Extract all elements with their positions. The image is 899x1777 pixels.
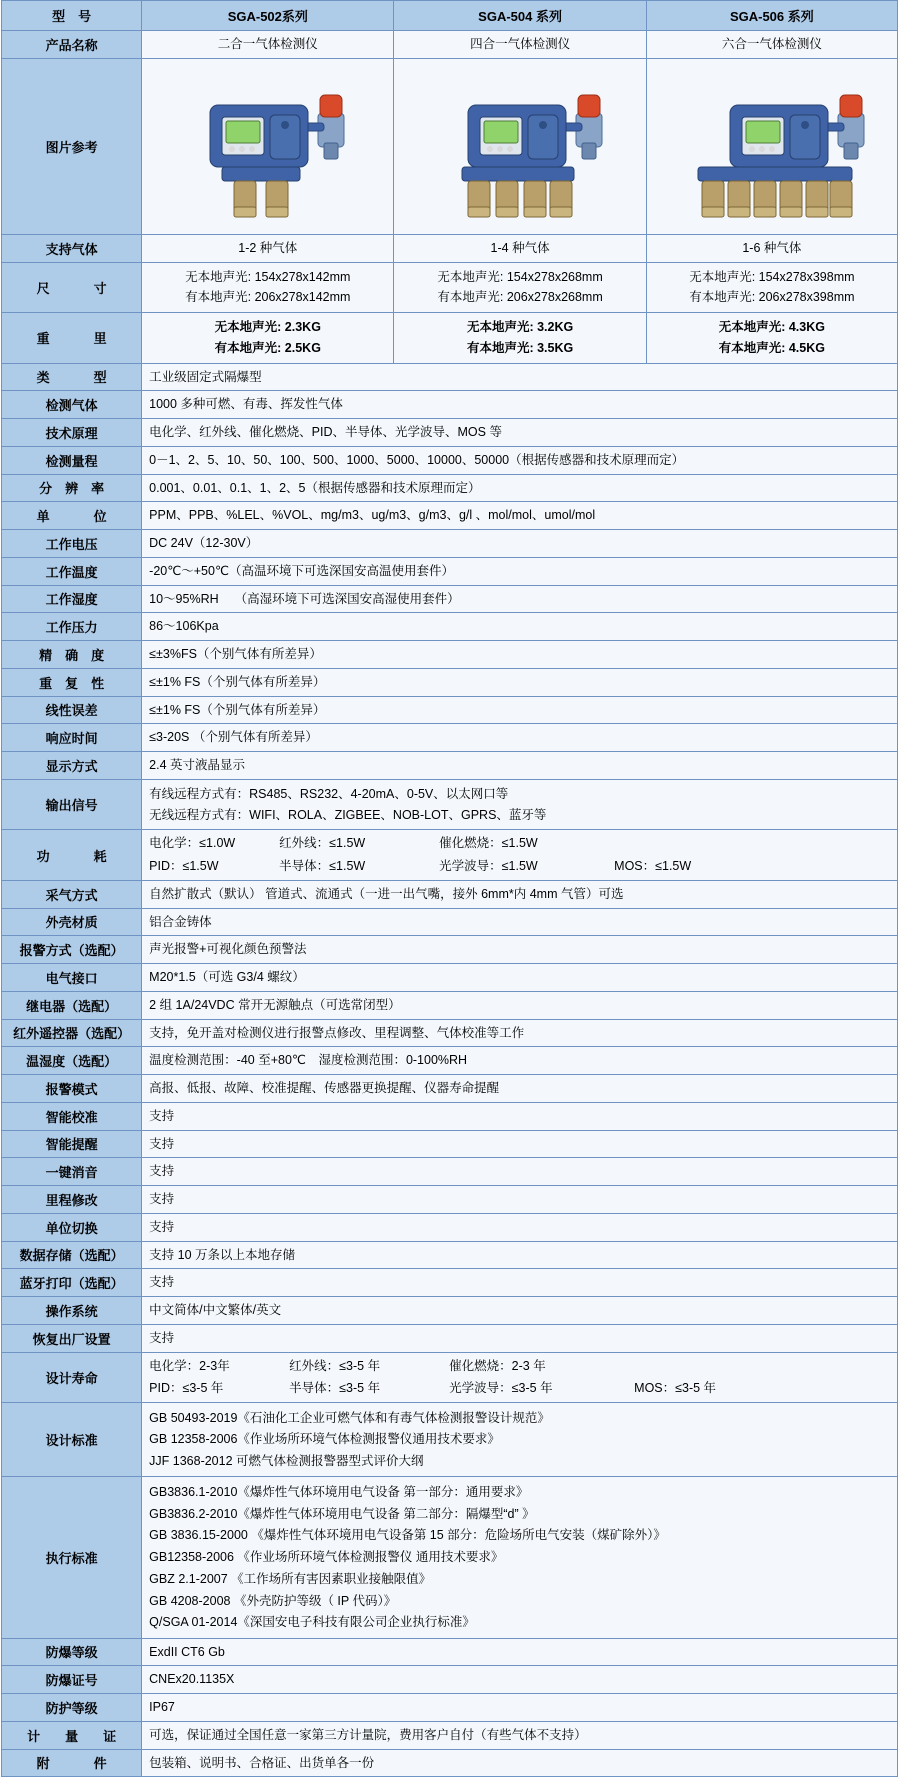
table-row-weight	[2, 313, 898, 364]
row-value-ip-rating: IP67	[142, 1694, 898, 1722]
row-value-repeatability: ≤±1% FS（个别气体有所差异）	[142, 668, 898, 696]
row-label-design-standard: 设计标准	[2, 1403, 142, 1477]
size-3-line-2: 有本地声光: 206x278x398mm	[689, 290, 855, 305]
row-label-temperature: 工作温度	[2, 557, 142, 585]
row-label-accessories: 附 件	[2, 1749, 142, 1777]
row-value-relay: 2 组 1A/24VDC 常开无源触点（可选常闭型）	[142, 991, 898, 1019]
row-value-voltage: DC 24V（12-30V）	[142, 530, 898, 558]
power-line-2	[149, 857, 890, 876]
row-label-support-gas: 支持气体	[2, 234, 142, 262]
table-row-product-name	[2, 31, 898, 59]
row-label-size: 尺 寸	[2, 262, 142, 313]
life-echem-value: 2-3年	[199, 1358, 230, 1373]
table-row-smart-reminder	[2, 1130, 898, 1158]
power-echem	[149, 834, 279, 853]
device-image-1	[142, 58, 394, 234]
row-label-smart-reminder: 智能提醒	[2, 1130, 142, 1158]
life-ir-key: 红外线：	[289, 1358, 340, 1373]
table-row-accessories	[2, 1749, 898, 1777]
table-row-size	[2, 262, 898, 313]
row-value-resolution: 0.001、0.01、0.1、1、2、5（根据传感器和技术原理而定）	[142, 474, 898, 502]
table-row-metrology-certificate	[2, 1721, 898, 1749]
size-3-line-1: 无本地声光: 154x278x398mm	[689, 269, 855, 284]
size-2-line-2: 有本地声光: 206x278x268mm	[437, 290, 603, 305]
row-label-metrology-certificate: 计 量 证	[2, 1721, 142, 1749]
row-value-electrical-interface: M20*1.5（可选 G3/4 螺纹）	[142, 964, 898, 992]
life-optical	[449, 1379, 634, 1398]
life-catalytic-value: 2-3 年	[511, 1358, 546, 1373]
table-row-range	[2, 446, 898, 474]
table-row-electrical-interface	[2, 964, 898, 992]
row-label-response-time: 响应时间	[2, 724, 142, 752]
life-ir	[289, 1357, 449, 1376]
table-row-support-gas	[2, 234, 898, 262]
life-semiconductor	[289, 1379, 449, 1398]
table-row-voltage	[2, 530, 898, 558]
design-standard-item: GB 50493-2019《石油化工企业可燃气体和有毒气体检测报警设计规范》	[149, 1410, 550, 1425]
row-label-pressure: 工作压力	[2, 613, 142, 641]
table-row-pressure	[2, 613, 898, 641]
size-2	[394, 262, 646, 313]
table-row-unit-switch	[2, 1213, 898, 1241]
life-catalytic	[449, 1357, 546, 1376]
row-value-ir-remote: 支持，免开盖对检测仪进行报警点修改、里程调整、气体校准等工作	[142, 1019, 898, 1047]
table-row-relay	[2, 991, 898, 1019]
power-semiconductor-key: 半导体：	[279, 859, 330, 873]
row-label-voltage: 工作电压	[2, 530, 142, 558]
size-3	[646, 262, 897, 313]
power-pid-key: PID：	[149, 859, 183, 873]
row-value-design-standard	[142, 1403, 898, 1477]
table-row-alarm-type	[2, 936, 898, 964]
row-label-repeatability: 重 复 性	[2, 668, 142, 696]
support-gas-3: 1-6 种气体	[646, 234, 897, 262]
row-value-housing: 铝合金铸体	[142, 908, 898, 936]
execution-standard-item: Q/SGA 01-2014《深国安电子科技有限公司企业执行标准》	[149, 1615, 475, 1630]
support-gas-2: 1-4 种气体	[394, 234, 646, 262]
row-label-display: 显示方式	[2, 752, 142, 780]
row-label-power: 功 耗	[2, 830, 142, 881]
row-value-unit: PPM、PPB、%LEL、%VOL、mg/m3、ug/m3、g/m3、g/l 、mol/mol、umol/mol	[142, 502, 898, 530]
row-value-metrology-certificate: 可选，保证通过全国任意一家第三方计量院，费用客户自付（有些气体不支持）	[142, 1721, 898, 1749]
power-mos-value: ≤1.5W	[655, 859, 692, 873]
table-row-sampling	[2, 880, 898, 908]
row-label-image-reference: 图片参考	[2, 58, 142, 234]
power-ir	[279, 834, 439, 853]
weight-3	[646, 313, 897, 364]
row-label-smart-calibration: 智能校准	[2, 1102, 142, 1130]
weight-2	[394, 313, 646, 364]
row-value-execution-standard	[142, 1477, 898, 1638]
row-label-type: 类 型	[2, 363, 142, 391]
row-value-alarm-type: 声光报警+可视化颜色预警法	[142, 936, 898, 964]
table-row-humidity	[2, 585, 898, 613]
table-row-ex-rating	[2, 1638, 898, 1666]
row-value-tech-principle: 电化学、红外线、催化燃烧、PID、半导体、光学波导、MOS 等	[142, 419, 898, 447]
execution-standard-item: GB 3836.15-2000 《爆炸性气体环境用电气设备第 15 部分：危险场所电气安装（煤矿除外）》	[149, 1528, 666, 1543]
row-value-smart-reminder: 支持	[142, 1130, 898, 1158]
power-ir-value: ≤1.5W	[329, 836, 366, 851]
power-mos-key: MOS：	[614, 859, 656, 873]
execution-standard-item: GBZ 2.1-2007 《工作场所有害因素职业接触限值》	[149, 1571, 432, 1586]
row-value-accuracy: ≤±3%FS（个别气体有所差异）	[142, 641, 898, 669]
row-value-temperature: -20℃～+50℃（高温环境下可选深国安高温使用套件）	[142, 557, 898, 585]
row-value-range-modify: 支持	[142, 1186, 898, 1214]
design-standard-item: GB 12358-2006《作业场所环境气体检测报警仪通用技术要求》	[149, 1432, 500, 1447]
row-value-response-time: ≤3-20S （个别气体有所差异）	[142, 724, 898, 752]
row-label-design-life: 设计寿命	[2, 1352, 142, 1403]
row-label-unit-switch: 单位切换	[2, 1213, 142, 1241]
output-signal-wired: 有线远程方式有：RS485、RS232、4-20mA、0-5V、以太网口等	[149, 786, 509, 801]
design-life-line-1	[149, 1357, 890, 1376]
table-row-design-life	[2, 1352, 898, 1403]
table-row-output-signal	[2, 779, 898, 830]
row-value-sampling: 自然扩散式（默认） 管道式、流通式（一进一出气嘴，接外 6mm*内 4mm 气管）可选	[142, 880, 898, 908]
row-label-resolution: 分 辨 率	[2, 474, 142, 502]
detector-svg-6port	[652, 65, 892, 225]
execution-standard-item: GB12358-2006 《作业场所环境气体检测报警仪 通用技术要求》	[149, 1550, 504, 1564]
life-echem	[149, 1357, 289, 1376]
weight-1	[142, 313, 394, 364]
power-echem-value: ≤1.0W	[199, 836, 236, 851]
power-optical	[439, 857, 614, 876]
row-label-model: 型 号	[2, 1, 142, 31]
output-signal-wireless: 无线远程方式有：WIFI、ROLA、ZIGBEE、NOB-LOT、GPRS、蓝牙等	[149, 807, 547, 822]
row-value-data-storage: 支持 10 万条以上本地存储	[142, 1241, 898, 1269]
row-label-bluetooth-print: 蓝牙打印（选配）	[2, 1269, 142, 1297]
life-optical-value: ≤3-5 年	[511, 1381, 553, 1396]
row-value-range: 0－1、2、5、10、50、100、500、1000、5000、10000、50000（根据传感器和技术原理而定）	[142, 446, 898, 474]
model-header-2: SGA-504 系列	[394, 1, 646, 31]
life-optical-key: 光学波导：	[449, 1381, 512, 1396]
table-row-type	[2, 363, 898, 391]
power-pid	[149, 857, 279, 876]
row-value-unit-switch: 支持	[142, 1213, 898, 1241]
row-value-factory-reset: 支持	[142, 1324, 898, 1352]
row-label-data-storage: 数据存储（选配）	[2, 1241, 142, 1269]
row-label-linearity: 线性误差	[2, 696, 142, 724]
row-label-os: 操作系统	[2, 1297, 142, 1325]
power-pid-value: ≤1.5W	[182, 859, 219, 873]
support-gas-1: 1-2 种气体	[142, 234, 394, 262]
power-semiconductor	[279, 857, 439, 876]
power-catalytic	[439, 834, 538, 853]
table-row-temperature	[2, 557, 898, 585]
row-label-ex-rating: 防爆等级	[2, 1638, 142, 1666]
row-label-weight: 重 里	[2, 313, 142, 364]
product-name-1: 二合一气体检测仪	[142, 31, 394, 59]
detector-illustration-6port	[652, 65, 892, 225]
power-optical-key: 光学波导：	[439, 859, 502, 873]
table-row-accuracy	[2, 641, 898, 669]
model-header-1: SGA-502系列	[142, 1, 394, 31]
row-label-product-name: 产品名称	[2, 31, 142, 59]
table-row-one-key-mute	[2, 1158, 898, 1186]
detector-svg-2port	[148, 65, 388, 225]
row-value-humidity: 10～95%RH （高湿环境下可选深国安高湿使用套件）	[142, 585, 898, 613]
row-label-range: 检测量程	[2, 446, 142, 474]
row-value-linearity: ≤±1% FS（个别气体有所差异）	[142, 696, 898, 724]
row-value-output-signal	[142, 779, 898, 830]
table-row-detect-gas	[2, 391, 898, 419]
row-label-unit: 单 位	[2, 502, 142, 530]
row-value-display: 2.4 英寸液晶显示	[142, 752, 898, 780]
detector-illustration-2port	[148, 65, 388, 225]
model-header-3: SGA-506 系列	[646, 1, 897, 31]
row-value-power	[142, 830, 898, 881]
table-row-unit	[2, 502, 898, 530]
weight-2-line-2: 有本地声光: 3.5KG	[466, 340, 574, 355]
table-row-power	[2, 830, 898, 881]
row-label-temp-humidity-option: 温湿度（选配）	[2, 1047, 142, 1075]
table-row-repeatability	[2, 668, 898, 696]
life-pid	[149, 1379, 289, 1398]
life-pid-key: PID：	[149, 1381, 183, 1396]
row-value-one-key-mute: 支持	[142, 1158, 898, 1186]
life-semiconductor-key: 半导体：	[289, 1381, 340, 1396]
table-row-smart-calibration	[2, 1102, 898, 1130]
life-ir-value: ≤3-5 年	[339, 1358, 381, 1373]
row-value-pressure: 86～106Kpa	[142, 613, 898, 641]
execution-standard-item: GB 4208-2008 《外壳防护等级（ IP 代码）》	[149, 1593, 397, 1608]
power-semiconductor-value: ≤1.5W	[329, 859, 366, 873]
row-label-alarm-mode: 报警模式	[2, 1075, 142, 1103]
weight-1-line-2: 有本地声光: 2.5KG	[214, 340, 321, 355]
specification-table	[1, 0, 898, 1777]
power-mos	[614, 857, 691, 876]
row-value-detect-gas: 1000 多种可燃、有毒、挥发性气体	[142, 391, 898, 419]
table-row-display	[2, 752, 898, 780]
table-row-bluetooth-print	[2, 1269, 898, 1297]
weight-3-line-2: 有本地声光: 4.5KG	[718, 340, 825, 355]
table-row-execution-standard	[2, 1477, 898, 1638]
life-semiconductor-value: ≤3-5 年	[339, 1381, 381, 1396]
execution-standard-item: GB3836.1-2010《爆炸性气体环境用电气设备 第一部分：通用要求》	[149, 1484, 529, 1499]
row-value-os: 中文简体/中文繁体/英文	[142, 1297, 898, 1325]
row-label-ip-rating: 防护等级	[2, 1694, 142, 1722]
detector-svg-4port	[400, 65, 640, 225]
life-mos	[634, 1379, 716, 1398]
power-line-1	[149, 834, 890, 853]
table-row-model-header	[2, 1, 898, 31]
power-catalytic-key: 催化燃烧：	[439, 836, 502, 851]
life-mos-key: MOS：	[634, 1381, 676, 1396]
table-row-linearity	[2, 696, 898, 724]
table-row-ex-certificate	[2, 1666, 898, 1694]
table-row-alarm-mode	[2, 1075, 898, 1103]
row-label-factory-reset: 恢复出厂设置	[2, 1324, 142, 1352]
row-value-type: 工业级固定式隔爆型	[142, 363, 898, 391]
row-label-housing: 外壳材质	[2, 908, 142, 936]
product-name-2: 四合一气体检测仪	[394, 31, 646, 59]
size-1-line-2: 有本地声光: 206x278x142mm	[185, 290, 351, 305]
table-row-image-reference	[2, 58, 898, 234]
row-label-range-modify: 里程修改	[2, 1186, 142, 1214]
device-image-3	[646, 58, 897, 234]
row-label-relay: 继电器（选配）	[2, 991, 142, 1019]
weight-3-line-1: 无本地声光: 4.3KG	[718, 320, 825, 334]
device-image-2	[394, 58, 646, 234]
size-2-line-1: 无本地声光: 154x278x268mm	[437, 269, 603, 284]
row-value-smart-calibration: 支持	[142, 1102, 898, 1130]
table-row-data-storage	[2, 1241, 898, 1269]
life-pid-value: ≤3-5 年	[182, 1381, 224, 1396]
row-value-alarm-mode: 高报、低报、故障、校准提醒、传感器更换提醒、仪器寿命提醒	[142, 1075, 898, 1103]
table-row-factory-reset	[2, 1324, 898, 1352]
row-label-one-key-mute: 一键消音	[2, 1158, 142, 1186]
row-value-ex-rating: ExdII CT6 Gb	[142, 1638, 898, 1666]
weight-2-line-1: 无本地声光: 3.2KG	[466, 320, 574, 334]
detector-illustration-4port	[400, 65, 640, 225]
table-row-tech-principle	[2, 419, 898, 447]
table-row-resolution	[2, 474, 898, 502]
table-row-temp-humidity-option	[2, 1047, 898, 1075]
row-label-humidity: 工作湿度	[2, 585, 142, 613]
row-value-temp-humidity-option: 温度检测范围：-40 至+80℃ 湿度检测范围：0-100%RH	[142, 1047, 898, 1075]
power-ir-key: 红外线：	[279, 836, 330, 851]
row-label-tech-principle: 技术原理	[2, 419, 142, 447]
row-label-alarm-type: 报警方式（选配）	[2, 936, 142, 964]
table-row-response-time	[2, 724, 898, 752]
size-1	[142, 262, 394, 313]
power-echem-key: 电化学：	[149, 836, 200, 851]
life-catalytic-key: 催化燃烧：	[449, 1358, 512, 1373]
row-label-electrical-interface: 电气接口	[2, 964, 142, 992]
table-row-housing	[2, 908, 898, 936]
row-label-sampling: 采气方式	[2, 880, 142, 908]
row-value-bluetooth-print: 支持	[142, 1269, 898, 1297]
size-1-line-1: 无本地声光: 154x278x142mm	[185, 269, 351, 284]
execution-standard-item: GB3836.2-2010《爆炸性气体环境用电气设备 第二部分：隔爆型“d” 》	[149, 1506, 535, 1521]
row-value-accessories: 包装箱、说明书、合格证、出货单各一份	[142, 1749, 898, 1777]
table-row-os	[2, 1297, 898, 1325]
table-row-ip-rating	[2, 1694, 898, 1722]
row-label-detect-gas: 检测气体	[2, 391, 142, 419]
table-row-design-standard	[2, 1403, 898, 1477]
design-life-line-2	[149, 1379, 890, 1398]
row-label-ex-certificate: 防爆证号	[2, 1666, 142, 1694]
row-value-design-life	[142, 1352, 898, 1403]
life-mos-value: ≤3-5 年	[675, 1381, 717, 1396]
life-echem-key: 电化学：	[149, 1358, 200, 1373]
product-name-3: 六合一气体检测仪	[646, 31, 897, 59]
power-catalytic-value: ≤1.5W	[501, 836, 538, 851]
row-label-ir-remote: 红外遥控器（选配）	[2, 1019, 142, 1047]
row-label-accuracy: 精 确 度	[2, 641, 142, 669]
power-optical-value: ≤1.5W	[501, 859, 538, 873]
row-value-ex-certificate: CNEx20.1135X	[142, 1666, 898, 1694]
table-row-ir-remote	[2, 1019, 898, 1047]
row-label-output-signal: 输出信号	[2, 779, 142, 830]
weight-1-line-1: 无本地声光: 2.3KG	[214, 320, 321, 334]
design-standard-item: JJF 1368-2012 可燃气体检测报警器型式评价大纲	[149, 1454, 424, 1468]
row-label-execution-standard: 执行标准	[2, 1477, 142, 1638]
table-row-range-modify	[2, 1186, 898, 1214]
